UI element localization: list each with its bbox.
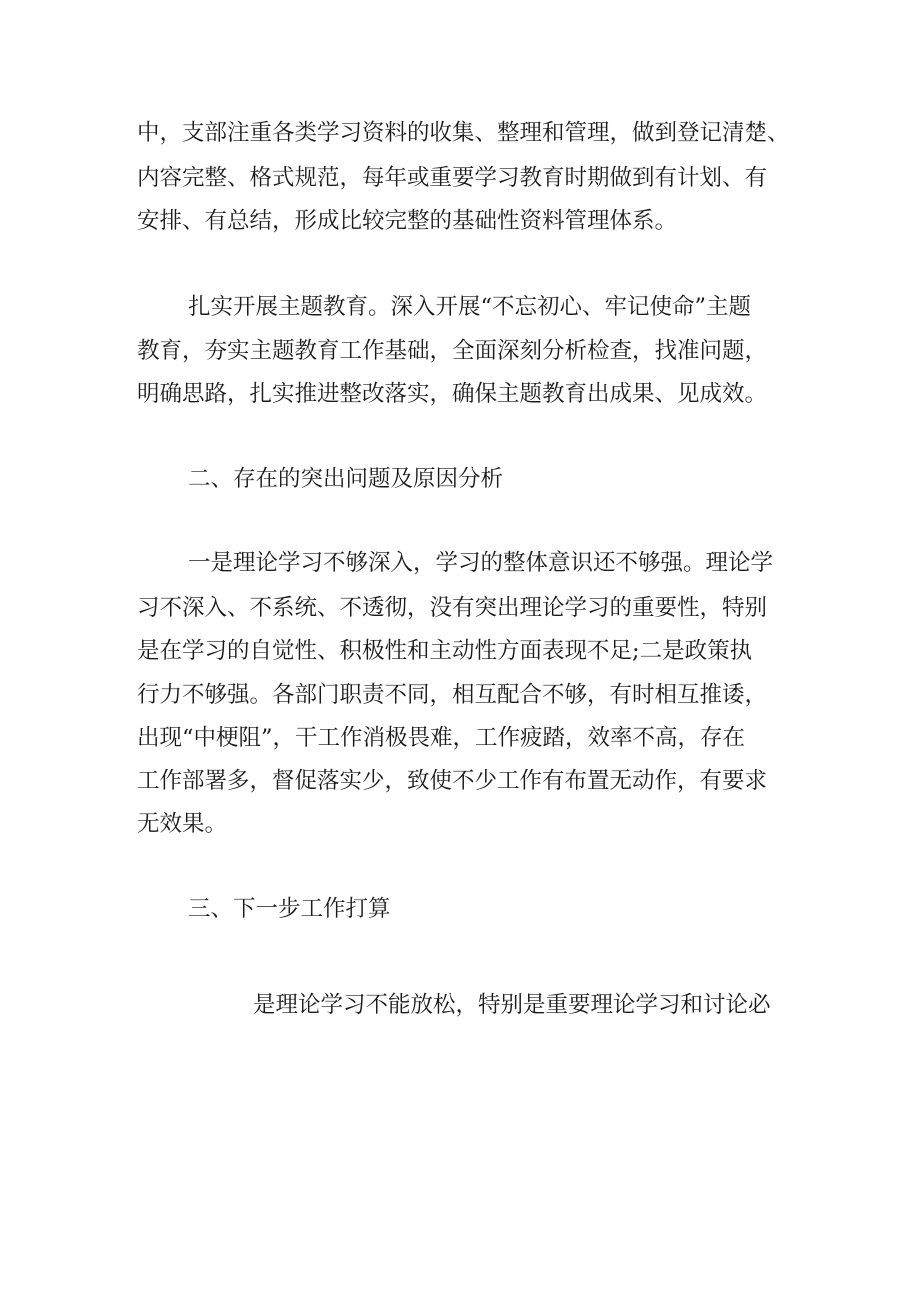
paragraph-3-line-2: 习不深入、不系统、不透彻，没有突出理论学习的重要性，特别 [137, 595, 768, 621]
paragraph-4-line-1: 是理论学习不能放松，特别是重要理论学习和讨论必 [253, 992, 771, 1018]
paragraph-2-line-2: 教育，夯实主题教育工作基础，全面深刻分析检查，找准问题， [137, 338, 768, 364]
paragraph-3-line-6: 工作部署多，督促落实少，致使不少工作有布置无动作，有要求 [137, 768, 768, 794]
paragraph-1-line-1: 中，支部注重各类学习资料的收集、整理和管理，做到登记清楚、 [137, 120, 790, 146]
paragraph-3-line-5: 出现“中梗阻”，干工作消极畏难，工作疲踏，效率不高，存在 [137, 725, 746, 751]
paragraph-1-line-3: 安排、有总结，形成比较完整的基础性资料管理体系。 [137, 208, 678, 234]
paragraph-3-line-1: 一是理论学习不够深入，学习的整体意识还不够强。理论学 [188, 550, 774, 576]
paragraph-1-line-2: 内容完整、格式规范，每年或重要学习教育时期做到有计划、有 [137, 165, 768, 191]
section-heading-3: 三、下一步工作打算 [188, 896, 391, 922]
paragraph-3-line-7: 无效果。 [137, 811, 228, 837]
paragraph-3-line-3: 是在学习的自觉性、积极性和主动性方面表现不足;二是政策执 [137, 638, 753, 664]
paragraph-2-line-1: 扎实开展主题教育。深入开展“不忘初心、牢记使命”主题 [188, 294, 752, 320]
section-heading-2: 二、存在的突出问题及原因分析 [188, 466, 504, 492]
paragraph-3-line-4: 行力不够强。各部门职责不同，相互配合不够，有时相互推诿， [137, 682, 768, 708]
paragraph-2-line-3: 明确思路，扎实推进整改落实，确保主题教育出成果、见成效。 [137, 381, 768, 407]
